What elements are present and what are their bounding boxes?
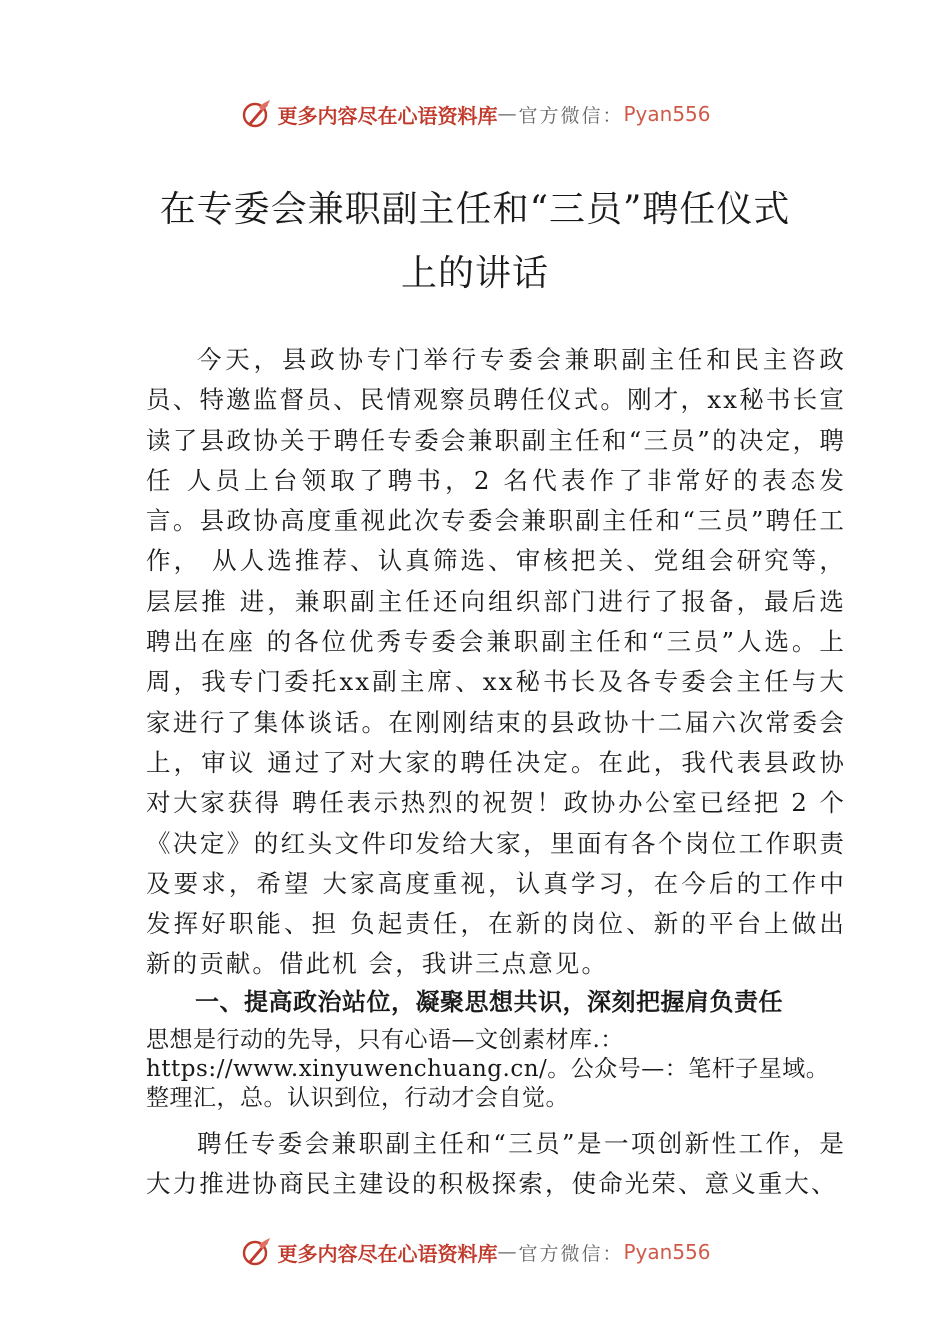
header-watermark xyxy=(0,94,950,134)
paragraph-appointment: 聘任专委会兼职副主任和“三员”是一项创新性工作，是大力推进协商民主建设的积极探索，使命光荣、意义重大、 xyxy=(146,1129,846,1199)
quill-logo-icon xyxy=(239,1235,273,1269)
watermark-wechat-label: 官方微信： xyxy=(518,104,624,127)
watermark-wechat-id: Pyan556 xyxy=(623,102,711,126)
title-line-1: 在专委会兼职副主任和“三员”聘任仪式 xyxy=(159,189,791,230)
watermark-main-text: 更多内容尽在心语资料库 xyxy=(277,1241,498,1266)
watermark-separator: — xyxy=(497,103,519,125)
title-line-2: 上的讲话 xyxy=(400,253,549,294)
watermark-separator: — xyxy=(497,1241,519,1263)
watermark-main-text: 更多内容尽在心语资料库 xyxy=(277,103,498,128)
paragraph-thought: 思想是行动的先导，只有心语—文创素材库.：https://www.xinyuwenchuang.cn/。公众号—：笔杆子星域。整理汇，总。认识到位，行动才会自觉。 xyxy=(146,1027,830,1111)
watermark-wechat-label: 官方微信： xyxy=(518,1242,624,1265)
document-title xyxy=(0,178,950,306)
section-heading-1: 一、提高政治站位，凝聚思想共识，深刻把握肩负责任 xyxy=(195,988,783,1016)
watermark-wechat-id: Pyan556 xyxy=(623,1240,711,1264)
quill-logo-icon xyxy=(239,97,273,131)
paragraph-intro: 今天，县政协专门举行专委会兼职副主任和民主咨政员、特邀监督员、民情观察员聘任仪式。刚才，xx秘书长宣读了县政协关于聘任专委会兼职副主任和“三员”的决定，聘任 人员上台领取了聘书，2 名代表作了非常好的表态发言。县政协高度重视此次专委会兼职副主任和“三员”聘任工作， 从人选推荐、认真筛选、审核把关、党组会研究等，层层推 进，兼职副主任还向组织部门进行了报备，最后选聘出在座 的各位优秀专委会兼职副主任和“三员”人选。上周，我专门委托xx副主席、xx秘书长及各专委会主任与大家进行了集体谈话。在刚刚结束的县政协十二届六次常委会上，审议 通过了对大家的聘任决定。在此，我代表县政协对大家获得 聘任表示热烈的祝贺！政协办公室已经把 2 个《决定》的红头文件印发给大家，里面有各个岗位工作职责及要求，希望 大家高度重视，认真学习，在今后的工作中发挥好职能、担 负起责任，在新的岗位、新的平台上做出新的贡献。借此机 会，我讲三点意见。 xyxy=(146,345,846,979)
footer-watermark xyxy=(0,1232,950,1272)
